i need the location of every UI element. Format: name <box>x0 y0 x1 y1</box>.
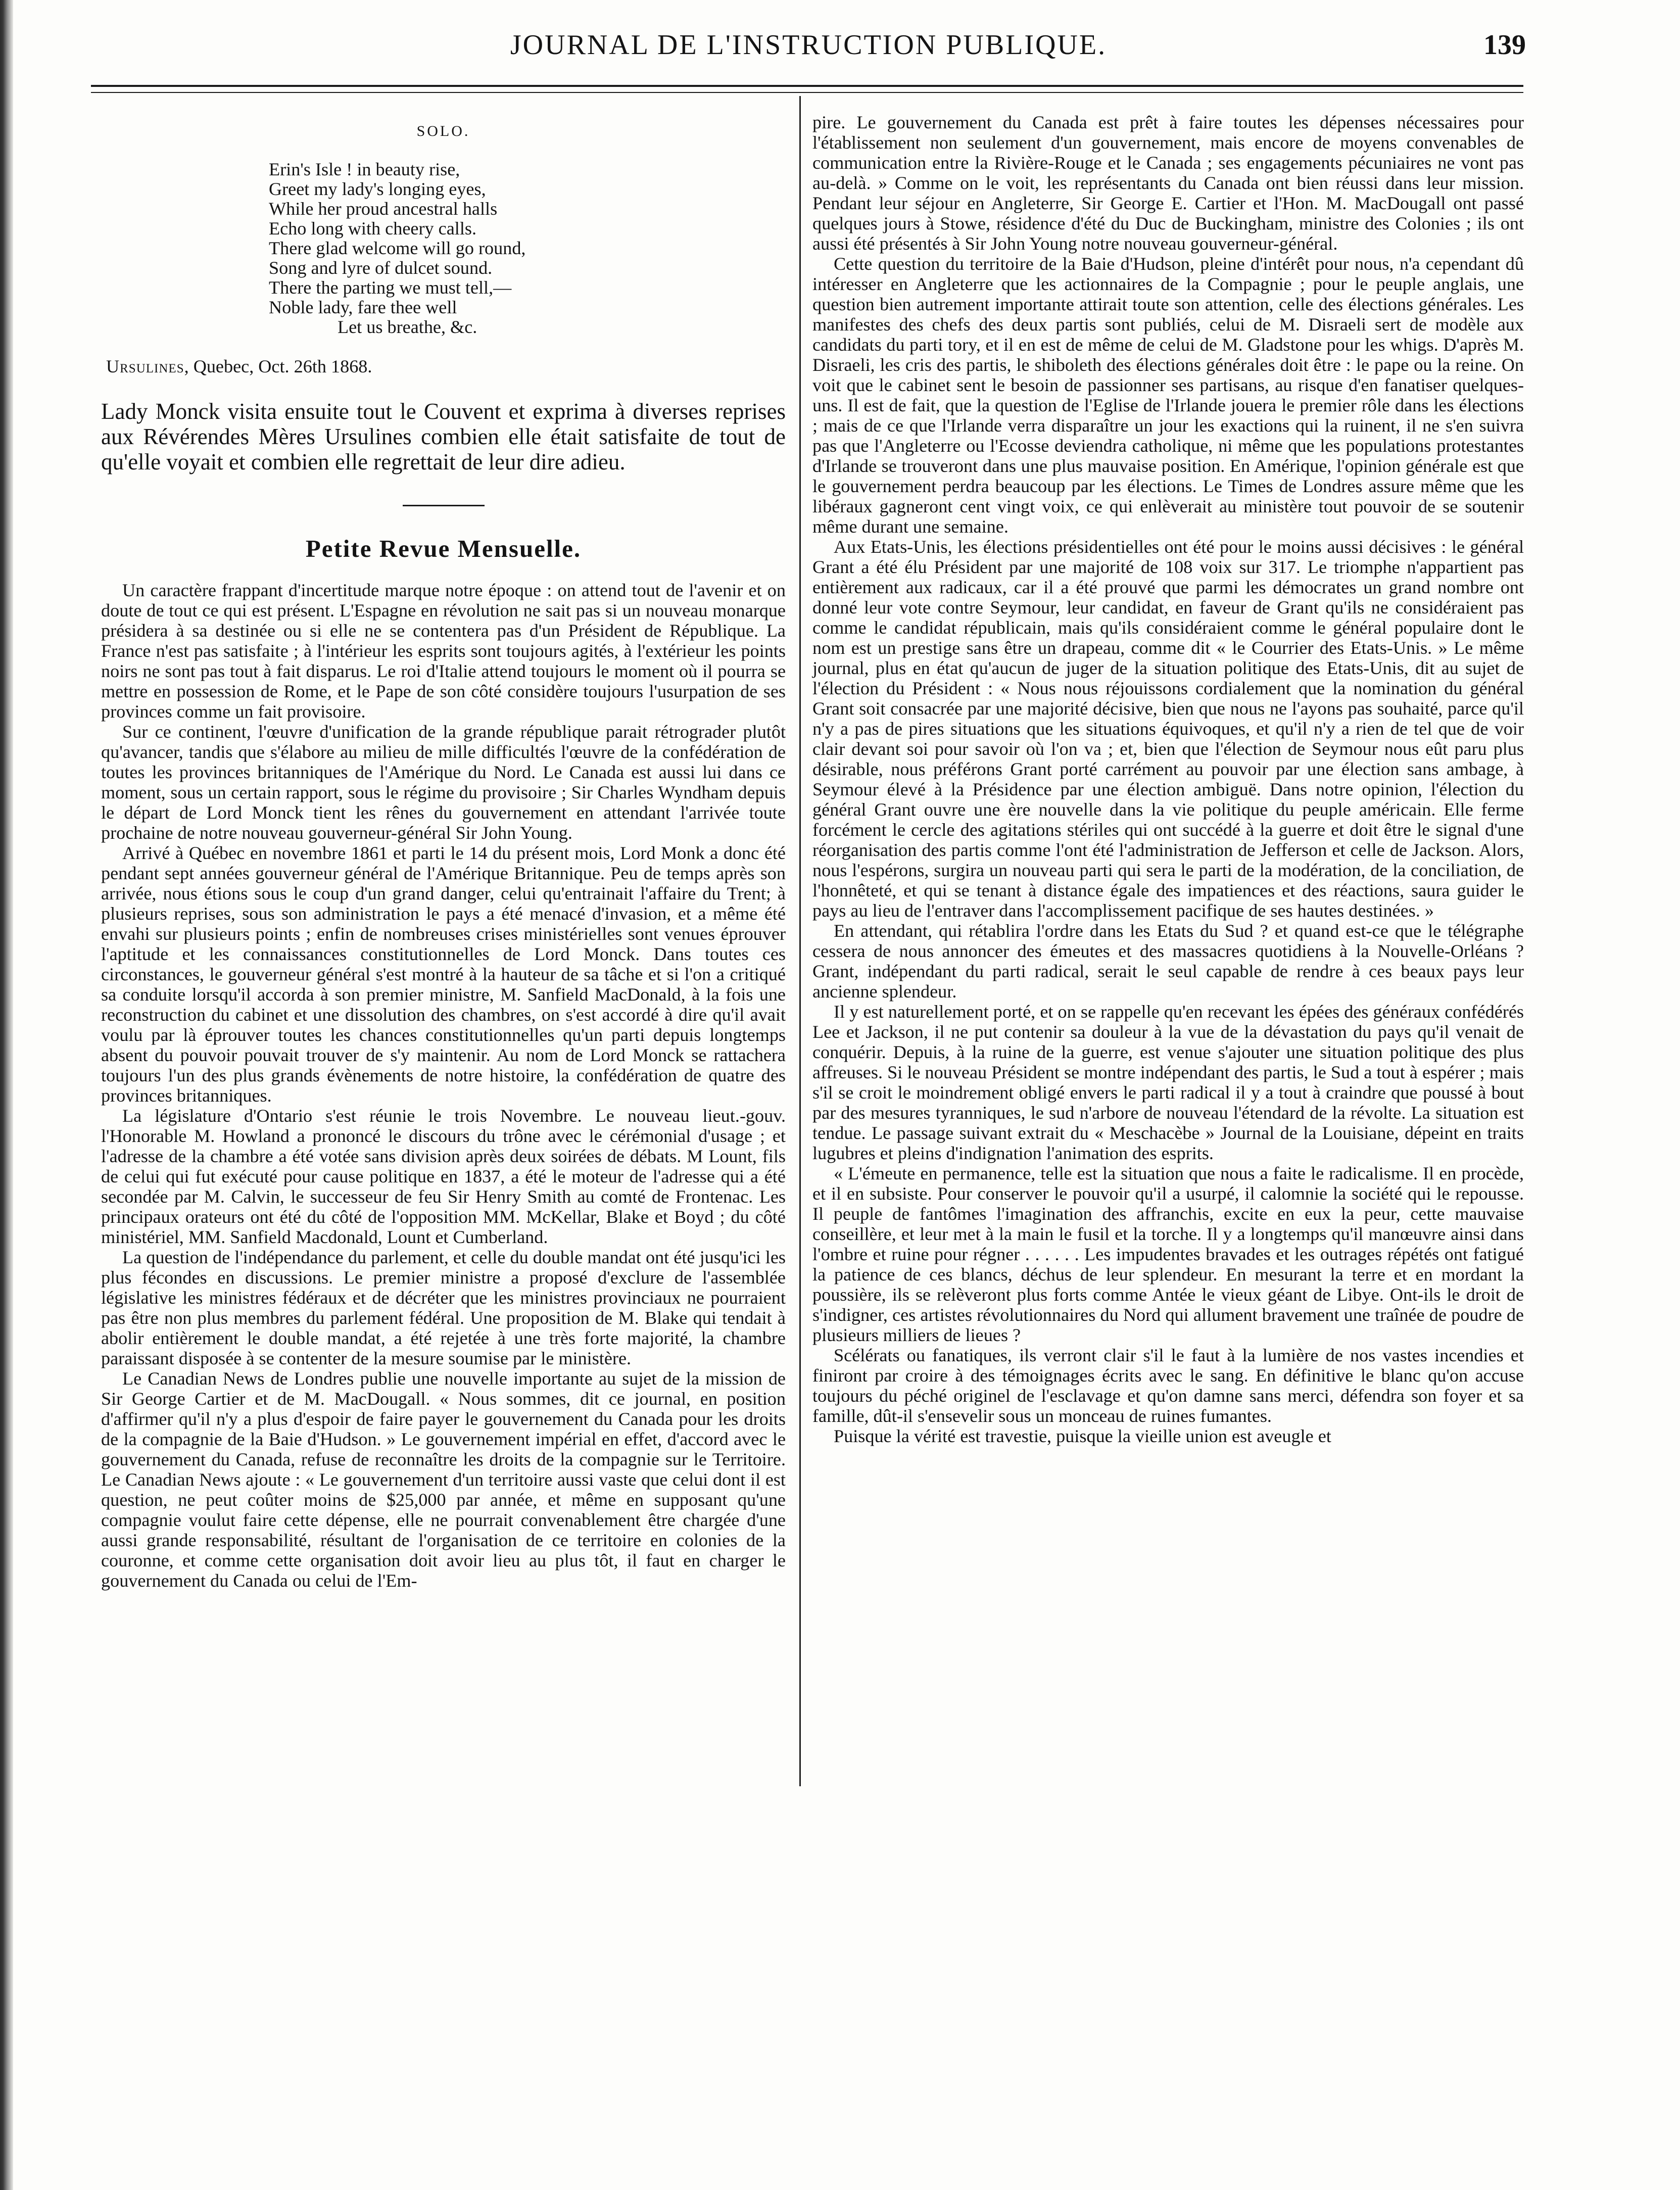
poem-line: While her proud ancestral halls <box>269 199 498 219</box>
poem-line: Song and lyre of dulcet sound. <box>269 258 493 278</box>
journal-title: JOURNAL DE L'INSTRUCTION PUBLIQUE. <box>510 29 1107 61</box>
right-column <box>812 112 1524 1446</box>
article-paragraph: pire. Le gouvernement du Canada est prêt à faire toutes les dépenses nécessaires pour l'établissement non seulement d'un gouvernement, mais encore de moyens convenables de communication entre la Rivière-Rouge et le Canada ; ses engagements pécuniaires ne vont pas au-delà. » Comme on le voit, les représentants du Canada ont bien réussi dans leur mission. Pendant leur séjour en Angleterre, Sir George E. Cartier et l'Hon. M. MacDougall ont passé quelques jours à Stowe, résidence d'été du Duc de Buckingham, ministre des Colonies ; ils ont aussi été présentés à Sir John Young notre nouveau gouverneur-général. <box>812 112 1524 254</box>
poem-heading: SOLO. <box>416 123 470 139</box>
poem-signature-place: Ursulines <box>106 356 184 376</box>
lead-paragraph: Lady Monck visita ensuite tout le Couvent et exprima à diverses reprises aux Révérendes Mères Ursulines combien elle était satisfaite de tout de qu'elle voyait et combien elle regrettait de leur dire adieu. <box>101 399 786 474</box>
article-paragraph: La législature d'Ontario s'est réunie le trois Novembre. Le nouveau lieut.-gouv. l'Honorable M. Howland a prononcé le discours du trône avec le cérémonial d'usage ; et l'adresse de la chambre a été votée sans division après deux soirées de débats. M Lount, fils de celui qui fut exécuté pour cause politique en 1837, a été le moteur de l'adresse qui a été secondée par M. Calvin, le successeur de feu Sir Henry Smith au comté de Frontenac. Les principaux orateurs ont été du côté de l'opposition MM. McKellar, Blake et Boyd ; du côté ministériel, MM. Sanfield Macdonald, Lount et Cumberland. <box>101 1106 786 1247</box>
poem-line: There glad welcome will go round, <box>269 238 526 258</box>
article-paragraph: Puisque la vérité est travestie, puisque la vieille union est aveugle et <box>834 1426 1331 1446</box>
scan-page-edge <box>0 0 13 2190</box>
poem-line: Greet my lady's longing eyes, <box>269 179 486 199</box>
article-paragraph: « L'émeute en permanence, telle est la situation que nous a faite le radicalisme. Il en procède, et il en subsiste. Pour conserver le pouvoir qu'il a usurpé, il calomnie la société qui le repousse. Il peuple de fantômes l'imagination des affranchis, excite en eux la peur, cette mauvaise conseillère, et leur met à la main le fusil et la torche. Il y a longtemps qu'il manœuvre ainsi dans l'ombre et ruine pour régner . . . . . . Les impudentes bravades et les outrages répétés ont fatigué la patience de ces blancs, déchus de leur splendeur. En mesurant la terre et en mordant la poussière, ils se relèveront plus forts comme Antée le vieux géant de Libye. Ont-ils le droit de s'indigner, ces artistes révolutionnaires du Nord qui allument bravement une traînée de poudre de plusieurs milliers de lieues ? <box>812 1163 1524 1345</box>
poem-line: Noble lady, fare thee well <box>269 297 457 317</box>
poem-line: Echo long with cheery calls. <box>269 218 476 239</box>
article-paragraph: Scélérats ou fanatiques, ils verront clair s'il le faut à la lumière de nos vastes incendies et finiront par croire à des témoignages écrits avec le sang. En définitive le blanc qu'on accuse toujours du péché originel de l'esclavage et qu'on damne sans merci, défendra son foyer et sa famille, dût-il s'ensevelir sous un monceau de ruines fumantes. <box>812 1345 1524 1426</box>
article-paragraph: Aux Etats-Unis, les élections présidentielles ont été pour le moins aussi décisives : le général Grant a été élu Président par une majorité de 108 voix sur 317. Le triomphe n'appartient pas entièrement aux radicaux, car il a été prouvé que parmi les démocrates un grand nombre ont donné leur vote contre Seymour, leur candidat, en faveur de Grant qu'ils ne considéraient pas comme le candidat républicain, mais qu'ils considéraient comme le général populaire dont le nom est un prestige sans être un drapeau, comme dit « le Courrier des Etats-Unis. » Le même journal, plus en état qu'aucun de juger de la situation politique des Etats-Unis, dit au sujet de l'élection du Président : « Nous nous réjouissons cordialement que la nomination du général Grant soit consacrée par une majorité décisive, bien que nous ne l'ayons pas souhaité, parce qu'il n'y a pas de pires situations que les situations équivoques, et qu'il n'y a rien de tel que de voir clair devant soi pour savoir où l'on va ; et, bien que l'élection de Seymour nous eût paru plus désirable, nous préférons Grant porté carrément au pouvoir par une élection sans ambage, à Seymour élevé à la Présidence par une élection ambiguë. Dans notre opinion, l'élection du général Grant ouvre une ère nouvelle dans la vie politique du peuple américain. Elle ferme forcément le cercle des agitations stériles qui ont succédé à la guerre et doit être le signal d'une réorganisation des partis comme l'ont été l'administration de Jefferson et celle de Jackson. Alors, nous l'espérons, surgira un nouveau parti qui sera le parti de la modération, de la conciliation, de l'honnêteté, et qui se tenant à distance égale des impatiences et des réactions, saura guider le pays au lieu de l'entraver dans l'accomplissement pacifique de ses hautes destinées. » <box>812 537 1524 921</box>
column-divider <box>799 96 801 1786</box>
article-paragraph: Un caractère frappant d'incertitude marque notre époque : on attend tout de l'avenir et on doute de tout ce qui est présent. L'Espagne en révolution ne sait pas si un nouveau monarque présidera à sa destinée ou si elle ne se contentera pas d'un Président de République. La France n'est pas satisfaite ; à l'intérieur les esprits sont toujours agités, à l'extérieur les points noirs ne sont pas tout à fait disparus. Le roi d'Italie attend toujours le moment où il pourra se mettre en possession de Rome, et le Pape de son côté considère toujours l'usurpation de ses provinces comme un fait provisoire. <box>101 580 786 722</box>
poem-line: Erin's Isle ! in beauty rise, <box>269 159 460 179</box>
header-rule-thin <box>91 92 1523 93</box>
article-paragraph: La question de l'indépendance du parlement, et celle du double mandat ont été jusqu'ici les plus fécondes en discussions. Le premier ministre a proposé d'exclure de l'assemblée législative les ministres fédéraux et de décréter que les ministres provinciaux ne pourraient pas être non plus membres du parlement fédéral. Une proposition de M. Blake qui tendait à abolir entièrement le double mandat, a été rejetée à une très forte majorité, la chambre paraissant disposée à se contenter de la mesure soumise par le ministère. <box>101 1247 786 1368</box>
article-paragraph: Arrivé à Québec en novembre 1861 et parti le 14 du présent mois, Lord Monk a donc été pendant sept années gouverneur général de l'Amérique Britannique. Peu de temps après son arrivée, nous étions sous le coup d'un grand danger, celui qu'entrainait l'affaire du Trent; à plusieurs reprises, sous son administration le pays a été menacé d'invasion, et a même été envahi sur plusieurs points ; enfin de nombreuses crises ministérielles sont venues éprouver l'aptitude et les connaissances constitutionnelles de Lord Monck. Dans toutes ces circonstances, le gouverneur général s'est montré à la hauteur de sa tâche et si l'on a critiqué sa conduite lorsqu'il accorda à son premier ministre, M. Sanfield MacDonald, à la fois une reconstruction du cabinet et une dissolution des chambres, on s'est accordé à dire qu'il avait voulu par là éprouver toutes les chances constitutionnelles qu'un parti depuis longtemps absent du pouvoir pouvait trouver de s'y maintenir. Au nom de Lord Monck se rattachera toujours l'un des plus grands évènements de notre histoire, la confédération de quatre des provinces britanniques. <box>101 843 786 1106</box>
poem <box>269 160 786 337</box>
section-title: Petite Revue Mensuelle. <box>305 535 582 562</box>
article-paragraph: En attendant, qui rétablira l'ordre dans les Etats du Sud ? et quand est-ce que le télégraphe cessera de nous annoncer des émeutes et des massacres quotidiens à la Nouvelle-Orléans ? Grant, indépendant du parti radical, serait le seul capable de rendre à ces beaux pays leur ancienne splendeur. <box>812 921 1524 1002</box>
section-separator <box>403 505 485 506</box>
poem-line: There the parting we must tell,— <box>269 277 512 298</box>
poem-line: Let us breathe, &c. <box>338 317 477 337</box>
article-paragraph: Cette question du territoire de la Baie d'Hudson, pleine d'intérêt pour nous, n'a cependant dû intéresser en Angleterre que les actionnaires de la Compagnie ; pour le peuple anglais, une question bien autrement importante attirait toute son attention, celle des élections générales. Les manifestes des chefs des deux partis sont publiés, celui de M. Disraeli sert de modèle aux candidats du parti tory, et il en est de même de celui de M. Gladstone pour les whigs. D'après M. Disraeli, les cris des partis, le shiboleth des élections générales doit être : le pape ou la reine. On voit que le cabinet sent le besoin de passionner ses partisans, au risque d'en fanatiser quelques-uns. Il est de fait, que la question de l'Eglise de l'Irlande jouera le premier rôle dans les élections ; mais de ce que l'Irlande verra disparaître un jour les exactions qui la ruinent, il ne s'en suivra pas que l'Angleterre ou l'Ecosse deviendra catholique, ni même que les populations protestantes d'Irlande se trouveront dans une plus mauvaise position. En Amérique, l'opinion générale est que le gouvernement perdra beaucoup par les élections. Le Times de Londres assure même que les libéraux gagneront cent vingt voix, ce qui enlèverait au ministère tout pouvoir de se soutenir même durant une semaine. <box>812 254 1524 537</box>
article-paragraph: Il y est naturellement porté, et on se rappelle qu'en recevant les épées des généraux confédérés Lee et Jackson, il ne put contenir sa douleur à la vue de la dévastation du pays qu'il venait de conquérir. Depuis, à la ruine de la guerre, est venue s'ajouter une situation politique des plus affreuses. Si le nouveau Président se montre indépendant des partis, le Sud a tout à espérer ; mais s'il se croit le moindrement obligé envers le parti radical il y a tout à craindre que poussé à bout par des mesures tyranniques, le sud n'arbore de nouveau l'étendard de la révolte. La situation est tendue. Le passage suivant extrait du « Meschacèbe » Journal de la Louisiane, dépeint en traits lugubres et pleins d'indignation l'animation des esprits. <box>812 1002 1524 1163</box>
article-paragraph: Le Canadian News de Londres publie une nouvelle importante au sujet de la mission de Sir George Cartier et de M. MacDougall. « Nous sommes, dit ce journal, en position d'affirmer qu'il n'y a plus d'espoir de faire payer le gouvernement du Canada pour les droits de la compagnie de la Baie d'Hudson. » Le gouvernement impérial en effet, d'accord avec le gouvernement du Canada, refuse de reconnaître les droits de la compagnie sur le Territoire. Le Canadian News ajoute : « Le gouvernement d'un territoire aussi vaste que celui dont il est question, ne peut coûter moins de $25,000 par année, et même en supposant qu'une compagnie voulut faire cette dépense, elle ne pourrait convenablement être chargée d'une aussi grande responsabilité, résultant de l'organisation de ce territoire en colonies de la couronne, et comme cette organisation doit avoir lieu au plus tôt, il faut en charger le gouvernement du Canada ou celui de l'Em- <box>101 1368 786 1591</box>
article-paragraph: Sur ce continent, l'œuvre d'unification de la grande république parait rétrograder plutôt qu'avancer, tandis que s'élabore au milieu de mille difficultés l'œuvre de la confédération de toutes les provinces britanniques de l'Amérique du Nord. Le Canada est aussi lui dans ce moment, sous un certain rapport, sous le régime du provisoire ; Sir Charles Wyndham depuis le départ de Lord Monck tient les rênes du gouvernement en attendant l'arrivée toute prochaine de notre nouveau gouverneur-général Sir John Young. <box>101 722 786 843</box>
poem-signature <box>106 356 786 376</box>
left-column <box>101 112 786 1591</box>
header-rule-thick <box>91 85 1523 87</box>
poem-signature-date: , Quebec, Oct. 26th 1868. <box>184 356 372 376</box>
page-number: 139 <box>1483 29 1526 61</box>
